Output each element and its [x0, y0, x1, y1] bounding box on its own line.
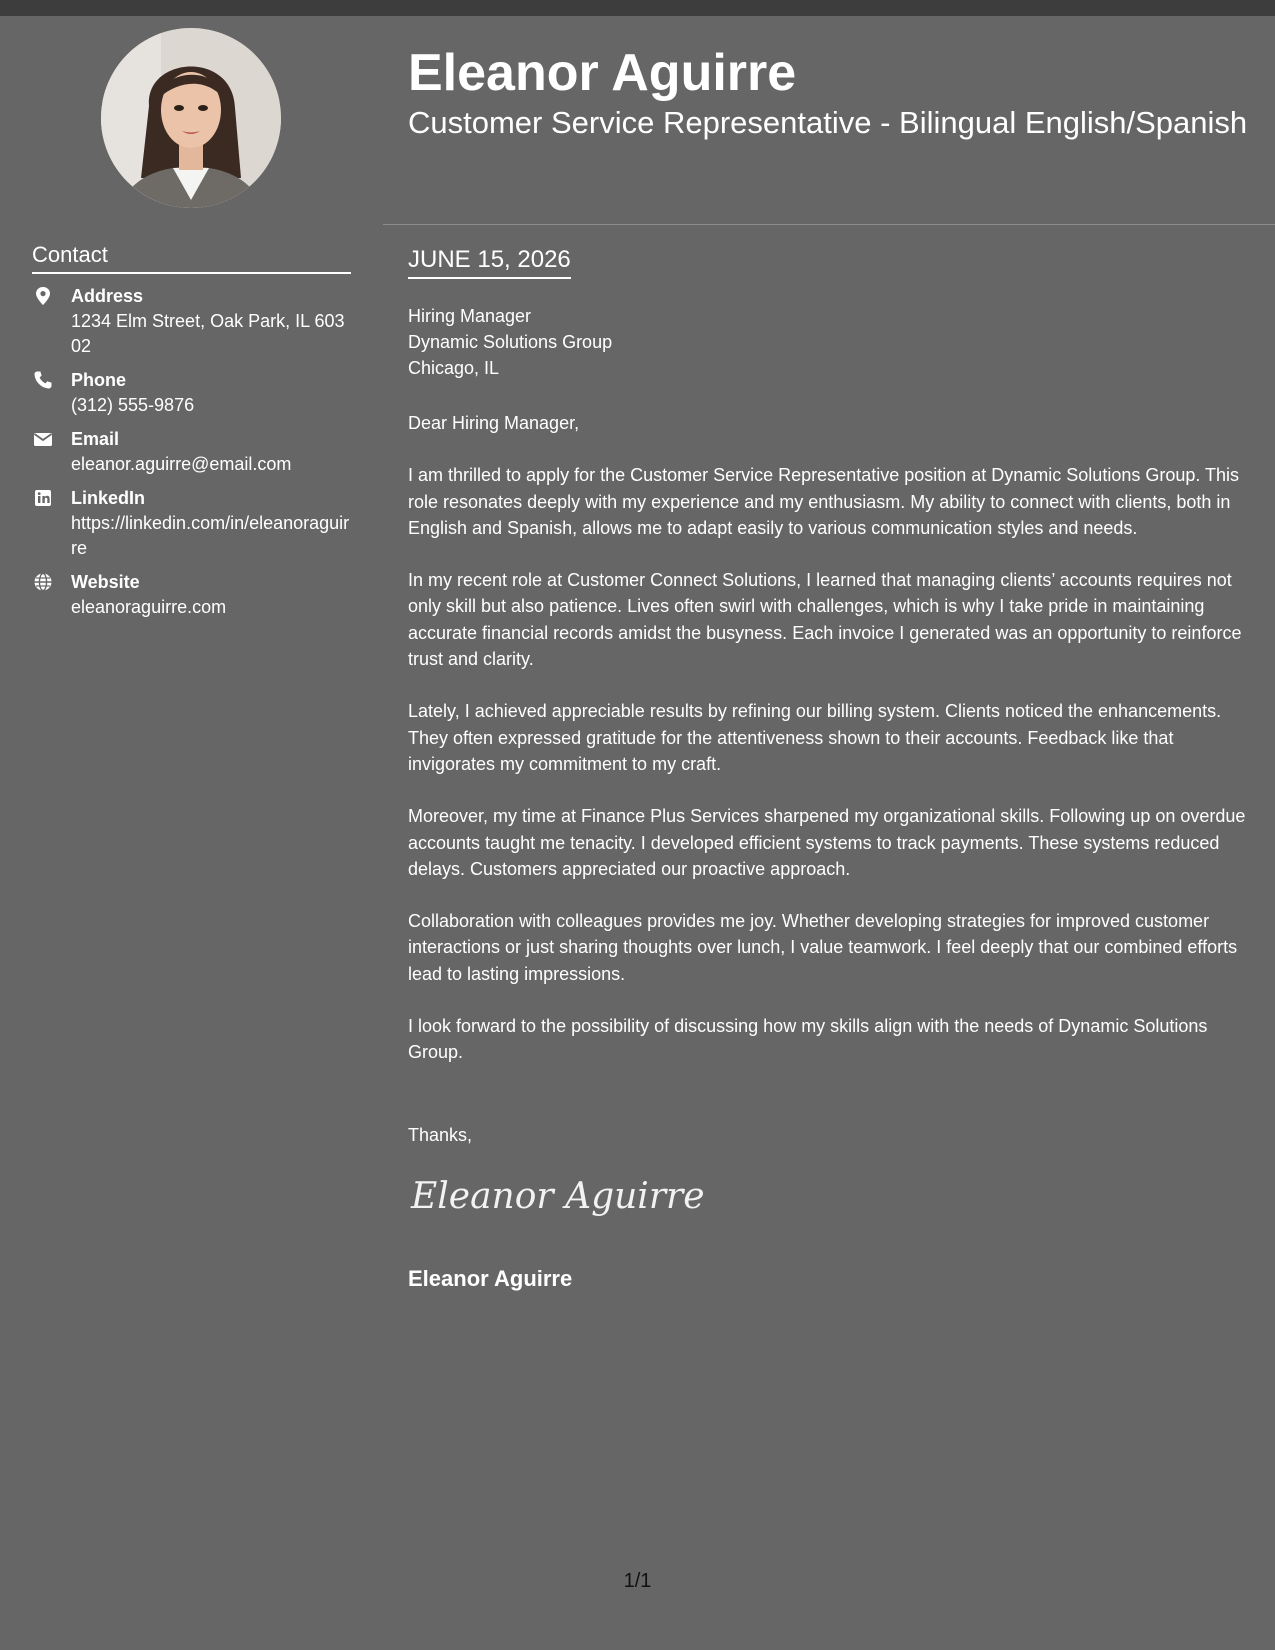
contact-list	[32, 284, 352, 629]
letter-paragraph: Lately, I achieved appreciable results by refining our billing system. Clients noticed the enhancements. They often expressed gratitude for the attentiveness shown to their accounts. Feedback like that invigorates my commitment to my craft.	[408, 701, 1222, 774]
recipient-block	[408, 303, 612, 381]
recipient-company: Dynamic Solutions Group	[408, 332, 613, 352]
letter-body	[408, 410, 1253, 1092]
phone-value: (312) 555-9876	[71, 395, 195, 415]
letter-paragraph: I look forward to the possibility of discussing how my skills align with the needs of Dynamic Solutions Group.	[408, 1016, 1208, 1063]
handwritten-signature: Eleanor Aguirre	[411, 1176, 705, 1217]
website-value[interactable]: eleanoraguirre.com	[71, 597, 227, 617]
salutation: Dear Hiring Manager,	[408, 413, 580, 433]
job-title: Customer Service Representative - Bilingual English/Spanish	[408, 105, 1248, 140]
envelope-icon	[33, 429, 53, 449]
linkedin-icon	[33, 488, 53, 508]
email-value[interactable]: eleanor.aguirre@email.com	[71, 454, 292, 474]
page-number: 1/1	[623, 1570, 652, 1592]
contact-item-phone	[32, 368, 352, 418]
linkedin-value[interactable]: https://linkedin.com/in/eleanoraguirre	[71, 513, 350, 558]
linkedin-label: LinkedIn	[71, 488, 146, 508]
contact-item-address	[32, 284, 352, 359]
letter-paragraph: Collaboration with colleagues provides me joy. Whether developing strategies for improved customer interactions or just sharing thoughts over lunch, I value teamwork. I feel deeply that our combined efforts lead to lasting impressions.	[408, 911, 1238, 984]
letter-paragraph: I am thrilled to apply for the Customer Service Representative position at Dynamic Solutions Group. This role resonates deeply with my experience and my enthusiasm. My ability to connect with clients, both in English and Spanish, allows me to adapt easily to various communication styles and needs.	[408, 465, 1240, 538]
phone-icon	[33, 370, 53, 390]
email-label: Email	[71, 429, 120, 449]
signer-name: Eleanor Aguirre	[408, 1266, 573, 1291]
phone-label: Phone	[71, 370, 127, 390]
profile-photo	[101, 28, 281, 208]
top-bar	[0, 0, 1275, 16]
globe-icon	[33, 572, 53, 592]
contact-item-linkedin	[32, 486, 352, 561]
recipient-title: Hiring Manager	[408, 306, 532, 326]
closing: Thanks,	[408, 1125, 473, 1145]
letter-paragraph: In my recent role at Customer Connect Solutions, I learned that managing clients’ accounts requires not only skill but also patience. Lives often swirl with challenges, which is why I take pride in maintaining accurate financial records amidst the busyness. Each invoice I generated was an opportunity to reinforce trust and clarity.	[408, 570, 1242, 670]
website-label: Website	[71, 572, 140, 592]
address-label: Address	[71, 286, 144, 306]
contact-item-website	[32, 570, 352, 620]
recipient-location: Chicago, IL	[408, 358, 500, 378]
header-divider	[383, 224, 1275, 225]
map-pin-icon	[33, 286, 53, 306]
letter-date: JUNE 15, 2026	[408, 244, 571, 279]
contact-item-email	[32, 427, 352, 477]
contact-heading: Contact	[32, 240, 351, 274]
avatar-portrait	[101, 28, 281, 208]
address-value: 1234 Elm Street, Oak Park, IL 60302	[71, 311, 345, 356]
letter-paragraph: Moreover, my time at Finance Plus Services sharpened my organizational skills. Following up on overdue accounts taught me tenacity. I developed efficient systems to track payments. These systems reduced delays. Customers appreciated our proactive approach.	[408, 806, 1246, 879]
applicant-name: Eleanor Aguirre	[408, 44, 797, 102]
